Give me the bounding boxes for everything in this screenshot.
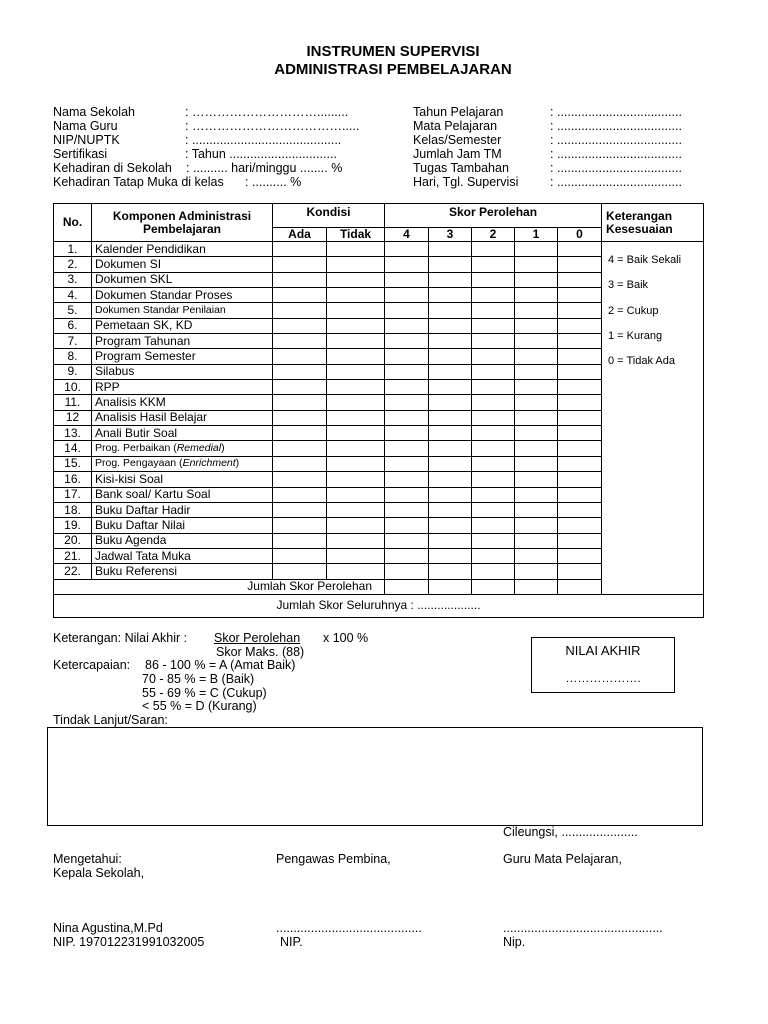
row-number: 3. <box>54 272 92 287</box>
row-item <box>92 456 273 471</box>
score-1-cell[interactable] <box>515 487 558 502</box>
guru-name: .............................................. <box>503 921 663 935</box>
score-2-cell[interactable] <box>472 441 515 456</box>
score-4-cell[interactable] <box>385 441 429 456</box>
score-3-cell[interactable] <box>429 380 472 395</box>
score-2-cell[interactable] <box>472 487 515 502</box>
header-no: No. <box>54 204 92 242</box>
row-item: Buku Referensi <box>92 564 273 579</box>
grade-d: < 55 % = D (Kurang) <box>142 699 257 713</box>
ada-cell[interactable] <box>273 533 327 548</box>
row-item: Program Semester <box>92 349 273 364</box>
table-row <box>54 242 704 257</box>
row-item: Buku Daftar Hadir <box>92 502 273 517</box>
ada-cell[interactable] <box>273 242 327 257</box>
score-2-cell[interactable] <box>472 334 515 349</box>
tidak-cell[interactable] <box>327 364 385 379</box>
row-item-italic: Remedial <box>176 442 222 455</box>
score-0-cell[interactable] <box>558 395 602 410</box>
skor-maks-denominator: Skor Maks. (88) <box>216 645 305 659</box>
score-3-cell[interactable] <box>429 395 472 410</box>
row-item: RPP <box>92 380 273 395</box>
tidak-cell[interactable] <box>327 257 385 272</box>
sertifikasi-value: : Tahun ............................... <box>185 147 337 161</box>
score-4-cell[interactable] <box>385 334 429 349</box>
score-1-cell[interactable] <box>515 564 558 579</box>
hari-tgl-value: : .................................... <box>550 175 682 189</box>
score-3-cell[interactable] <box>429 257 472 272</box>
row-number: 6. <box>54 318 92 333</box>
score-2-cell[interactable] <box>472 564 515 579</box>
tidak-cell[interactable] <box>327 272 385 287</box>
mata-pelajaran-value: : .................................... <box>550 119 682 133</box>
score-4-cell[interactable] <box>385 303 429 318</box>
score-1-cell[interactable] <box>515 334 558 349</box>
ada-cell[interactable] <box>273 303 327 318</box>
score-1-cell[interactable] <box>515 242 558 257</box>
ada-cell[interactable] <box>273 426 327 441</box>
row-item-text: Prog. Pengayaan ( <box>95 457 183 470</box>
score-1-cell[interactable] <box>515 318 558 333</box>
score-0-cell[interactable] <box>558 272 602 287</box>
score-2-cell[interactable] <box>472 242 515 257</box>
ada-cell[interactable] <box>273 456 327 471</box>
ada-cell[interactable] <box>273 564 327 579</box>
score-1-cell[interactable] <box>515 303 558 318</box>
score-0-cell[interactable] <box>558 257 602 272</box>
score-2-cell[interactable] <box>472 502 515 517</box>
nama-guru-label: Nama Guru <box>53 119 118 133</box>
keterangan-label: Keterangan: Nilai Akhir : <box>53 631 188 645</box>
row-item: Dokumen Standar Penilaian <box>92 303 273 318</box>
row-item: Analisis Hasil Belajar <box>92 410 273 425</box>
pengawas-name: .......................................... <box>276 921 422 935</box>
supervision-table <box>53 203 704 618</box>
row-number: 20. <box>54 533 92 548</box>
row-number: 21. <box>54 548 92 563</box>
legend-4: 4 = Baik Sekali <box>608 254 682 266</box>
guru-nip: Nip. <box>503 935 526 949</box>
score-4-cell[interactable] <box>385 349 429 364</box>
tidak-cell[interactable] <box>327 426 385 441</box>
row-number: 16. <box>54 472 92 487</box>
tidak-cell[interactable] <box>327 242 385 257</box>
score-2-cell[interactable] <box>472 318 515 333</box>
score-4-cell[interactable] <box>385 257 429 272</box>
subheader-score-4: 4 <box>385 228 429 242</box>
subheader-ada: Ada <box>273 228 327 242</box>
score-4-cell[interactable] <box>385 410 429 425</box>
ada-cell[interactable] <box>273 518 327 533</box>
row-item-tail: ) <box>221 442 225 455</box>
score-3-cell[interactable] <box>429 426 472 441</box>
keterangan-column <box>602 242 704 595</box>
title-line-1: INSTRUMEN SUPERVISI <box>306 43 480 60</box>
score-3-cell[interactable] <box>429 472 472 487</box>
nip-label: NIP/NUPTK <box>53 133 120 147</box>
score-0-cell[interactable] <box>558 426 602 441</box>
row-number: 7. <box>54 334 92 349</box>
score-2-cell[interactable] <box>472 472 515 487</box>
row-number: 11. <box>54 395 92 410</box>
score-4-cell[interactable] <box>385 533 429 548</box>
legend-0: 0 = Tidak Ada <box>608 355 675 367</box>
nama-sekolah-value: : …………………………......... <box>185 105 349 119</box>
row-item: Jadwal Tata Muka <box>92 548 273 563</box>
guru-label: Guru Mata Pelajaran, <box>503 852 622 866</box>
nama-sekolah-label: Nama Sekolah <box>53 105 135 119</box>
score-4-cell[interactable] <box>385 242 429 257</box>
row-item: Kalender Pendidikan <box>92 242 273 257</box>
row-item: Buku Daftar Nilai <box>92 518 273 533</box>
score-4-cell[interactable] <box>385 502 429 517</box>
score-0-cell[interactable] <box>558 548 602 563</box>
score-4-cell[interactable] <box>385 364 429 379</box>
row-item: Program Tahunan <box>92 334 273 349</box>
row-number: 12 <box>54 410 92 425</box>
kehadiran-tatap-muka-label: Kehadiran Tatap Muka di kelas <box>53 175 224 189</box>
kelas-semester-label: Kelas/Semester <box>413 133 502 147</box>
legend-1: 1 = Kurang <box>608 330 663 342</box>
row-number: 2. <box>54 257 92 272</box>
tidak-cell[interactable] <box>327 502 385 517</box>
grade-a: 86 - 100 % = A (Amat Baik) <box>145 658 296 672</box>
score-4-cell[interactable] <box>385 472 429 487</box>
score-1-cell[interactable] <box>515 441 558 456</box>
score-1-cell[interactable] <box>515 456 558 471</box>
score-0-cell[interactable] <box>558 456 602 471</box>
mata-pelajaran-label: Mata Pelajaran <box>413 119 498 133</box>
score-4-cell[interactable] <box>385 456 429 471</box>
score-0-cell[interactable] <box>558 364 602 379</box>
row-number: 4. <box>54 288 92 303</box>
jumlah-score-cell[interactable] <box>472 579 515 594</box>
score-1-cell[interactable] <box>515 426 558 441</box>
tidak-cell[interactable] <box>327 487 385 502</box>
row-item-text: Prog. Perbaikan ( <box>95 442 177 455</box>
score-3-cell[interactable] <box>429 288 472 303</box>
score-2-cell[interactable] <box>472 257 515 272</box>
score-0-cell[interactable] <box>558 487 602 502</box>
score-0-cell[interactable] <box>558 288 602 303</box>
tidak-cell[interactable] <box>327 349 385 364</box>
row-number: 13. <box>54 426 92 441</box>
header-kondisi: Kondisi <box>273 204 385 228</box>
grade-b: 70 - 85 % = B (Baik) <box>142 672 255 686</box>
row-number: 18. <box>54 502 92 517</box>
subheader-score-2: 2 <box>472 228 515 242</box>
score-2-cell[interactable] <box>472 380 515 395</box>
kepala-sekolah-label: Kepala Sekolah, <box>53 866 145 880</box>
kehadiran-sekolah-label: Kehadiran di Sekolah <box>53 161 172 175</box>
score-3-cell[interactable] <box>429 334 472 349</box>
ada-cell[interactable] <box>273 257 327 272</box>
tidak-cell[interactable] <box>327 318 385 333</box>
score-3-cell[interactable] <box>429 303 472 318</box>
jumlah-jam-value: : .................................... <box>550 147 682 161</box>
tidak-cell[interactable] <box>327 288 385 303</box>
score-4-cell[interactable] <box>385 318 429 333</box>
score-1-cell[interactable] <box>515 472 558 487</box>
ada-cell[interactable] <box>273 364 327 379</box>
row-number: 1. <box>54 242 92 257</box>
score-4-cell[interactable] <box>385 395 429 410</box>
score-3-cell[interactable] <box>429 487 472 502</box>
score-1-cell[interactable] <box>515 533 558 548</box>
jumlah-score-cell[interactable] <box>429 579 472 594</box>
ada-cell[interactable] <box>273 334 327 349</box>
ada-cell[interactable] <box>273 380 327 395</box>
score-0-cell[interactable] <box>558 318 602 333</box>
sertifikasi-label: Sertifikasi <box>53 147 108 161</box>
skor-perolehan-numerator: Skor Perolehan <box>214 631 301 645</box>
score-0-cell[interactable] <box>558 349 602 364</box>
score-1-cell[interactable] <box>515 395 558 410</box>
nilai-akhir-box <box>531 637 675 693</box>
score-4-cell[interactable] <box>385 426 429 441</box>
row-item: Analisis KKM <box>92 395 273 410</box>
score-1-cell[interactable] <box>515 518 558 533</box>
tidak-cell[interactable] <box>327 334 385 349</box>
legend-2: 2 = Cukup <box>608 305 659 317</box>
legend-3: 3 = Baik <box>608 279 649 291</box>
tidak-cell[interactable] <box>327 548 385 563</box>
grade-c: 55 - 69 % = C (Cukup) <box>142 686 267 700</box>
ketercapaian-label: Ketercapaian: <box>53 658 131 672</box>
row-number: 5. <box>54 303 92 318</box>
pengawas-label: Pengawas Pembina, <box>276 852 391 866</box>
row-item <box>92 441 273 456</box>
kelas-semester-value: : .................................... <box>550 133 682 147</box>
score-1-cell[interactable] <box>515 272 558 287</box>
score-1-cell[interactable] <box>515 288 558 303</box>
subheader-score-1: 1 <box>515 228 558 242</box>
row-number: 15. <box>54 456 92 471</box>
score-0-cell[interactable] <box>558 441 602 456</box>
nilai-akhir-value: ………………. <box>565 671 641 685</box>
row-item: Dokumen SI <box>92 257 273 272</box>
times-100: x 100 % <box>323 631 369 645</box>
ada-cell[interactable] <box>273 349 327 364</box>
tindak-lanjut-box[interactable] <box>47 727 703 826</box>
score-0-cell[interactable] <box>558 518 602 533</box>
tidak-cell[interactable] <box>327 533 385 548</box>
score-3-cell[interactable] <box>429 364 472 379</box>
tidak-cell[interactable] <box>327 564 385 579</box>
score-0-cell[interactable] <box>558 242 602 257</box>
nip-value: : ........................................... <box>185 133 342 147</box>
score-3-cell[interactable] <box>429 318 472 333</box>
place-date: Cileungsi, ...................... <box>503 825 638 839</box>
row-number: 9. <box>54 364 92 379</box>
ada-cell[interactable] <box>273 288 327 303</box>
score-3-cell[interactable] <box>429 242 472 257</box>
ada-cell[interactable] <box>273 472 327 487</box>
header-komponen: Komponen Administrasi Pembelajaran <box>92 204 273 242</box>
jumlah-seluruh-row <box>54 594 704 617</box>
row-number: 14. <box>54 441 92 456</box>
tidak-cell[interactable] <box>327 518 385 533</box>
score-1-cell[interactable] <box>515 364 558 379</box>
score-1-cell[interactable] <box>515 257 558 272</box>
score-2-cell[interactable] <box>472 272 515 287</box>
score-2-cell[interactable] <box>472 518 515 533</box>
score-2-cell[interactable] <box>472 349 515 364</box>
ada-cell[interactable] <box>273 410 327 425</box>
jumlah-score-cell[interactable] <box>385 579 429 594</box>
score-0-cell[interactable] <box>558 334 602 349</box>
ada-cell[interactable] <box>273 548 327 563</box>
tidak-cell[interactable] <box>327 303 385 318</box>
jumlah-skor-label: Jumlah Skor Perolehan <box>54 579 385 594</box>
score-3-cell[interactable] <box>429 410 472 425</box>
row-item: Kisi-kisi Soal <box>92 472 273 487</box>
score-2-cell[interactable] <box>472 548 515 563</box>
kepala-name: Nina Agustina,M.Pd <box>53 921 163 935</box>
score-0-cell[interactable] <box>558 410 602 425</box>
score-0-cell[interactable] <box>558 533 602 548</box>
score-1-cell[interactable] <box>515 548 558 563</box>
kepala-nip: NIP. 197012231991032005 <box>53 935 205 949</box>
score-3-cell[interactable] <box>429 441 472 456</box>
score-3-cell[interactable] <box>429 349 472 364</box>
score-2-cell[interactable] <box>472 426 515 441</box>
score-3-cell[interactable] <box>429 564 472 579</box>
score-1-cell[interactable] <box>515 410 558 425</box>
tidak-cell[interactable] <box>327 395 385 410</box>
score-4-cell[interactable] <box>385 272 429 287</box>
score-4-cell[interactable] <box>385 518 429 533</box>
score-4-cell[interactable] <box>385 380 429 395</box>
row-item: Dokumen Standar Proses <box>92 288 273 303</box>
score-4-cell[interactable] <box>385 487 429 502</box>
header-keterangan: Keterangan Kesesuaian <box>602 204 704 242</box>
tidak-cell[interactable] <box>327 380 385 395</box>
ada-cell[interactable] <box>273 395 327 410</box>
score-0-cell[interactable] <box>558 303 602 318</box>
score-3-cell[interactable] <box>429 518 472 533</box>
row-item: Silabus <box>92 364 273 379</box>
score-3-cell[interactable] <box>429 533 472 548</box>
score-2-cell[interactable] <box>472 288 515 303</box>
score-0-cell[interactable] <box>558 502 602 517</box>
kehadiran-sekolah-value: : .......... hari/minggu ........ % <box>186 161 343 175</box>
jumlah-score-cell[interactable] <box>515 579 558 594</box>
jumlah-seluruh-label: Jumlah Skor Seluruhnya : ................... <box>54 594 704 617</box>
ada-cell[interactable] <box>273 441 327 456</box>
score-4-cell[interactable] <box>385 564 429 579</box>
row-number: 19. <box>54 518 92 533</box>
score-3-cell[interactable] <box>429 548 472 563</box>
score-2-cell[interactable] <box>472 303 515 318</box>
ada-cell[interactable] <box>273 318 327 333</box>
jumlah-score-cell[interactable] <box>558 579 602 594</box>
row-number: 10. <box>54 380 92 395</box>
score-3-cell[interactable] <box>429 456 472 471</box>
tidak-cell[interactable] <box>327 472 385 487</box>
score-4-cell[interactable] <box>385 288 429 303</box>
title-line-2: ADMINISTRASI PEMBELAJARAN <box>274 61 512 78</box>
row-item: Buku Agenda <box>92 533 273 548</box>
score-2-cell[interactable] <box>472 533 515 548</box>
score-2-cell[interactable] <box>472 364 515 379</box>
score-1-cell[interactable] <box>515 349 558 364</box>
score-3-cell[interactable] <box>429 272 472 287</box>
tidak-cell[interactable] <box>327 456 385 471</box>
score-2-cell[interactable] <box>472 395 515 410</box>
row-number: 22. <box>54 564 92 579</box>
tidak-cell[interactable] <box>327 441 385 456</box>
tidak-cell[interactable] <box>327 410 385 425</box>
score-4-cell[interactable] <box>385 548 429 563</box>
pengawas-nip: NIP. <box>280 935 303 949</box>
score-3-cell[interactable] <box>429 502 472 517</box>
row-item: Bank soal/ Kartu Soal <box>92 487 273 502</box>
tahun-pelajaran-label: Tahun Pelajaran <box>413 105 504 119</box>
tugas-tambahan-label: Tugas Tambahan <box>413 161 509 175</box>
score-1-cell[interactable] <box>515 380 558 395</box>
subheader-tidak: Tidak <box>327 228 385 242</box>
header-skor: Skor Perolehan <box>385 204 602 228</box>
tindak-lanjut-label: Tindak Lanjut/Saran: <box>53 713 168 727</box>
nilai-akhir-label: NILAI AKHIR <box>565 643 641 658</box>
tahun-pelajaran-value: : .................................... <box>550 105 682 119</box>
subheader-score-3: 3 <box>429 228 472 242</box>
row-item: Anali Butir Soal <box>92 426 273 441</box>
score-0-cell[interactable] <box>558 564 602 579</box>
ada-cell[interactable] <box>273 272 327 287</box>
score-2-cell[interactable] <box>472 456 515 471</box>
nama-guru-value: : ………………………………..... <box>185 119 360 133</box>
ada-cell[interactable] <box>273 487 327 502</box>
hari-tgl-label: Hari, Tgl. Supervisi <box>413 175 519 189</box>
row-item: Pemetaan SK, KD <box>92 318 273 333</box>
row-number: 17. <box>54 487 92 502</box>
row-number: 8. <box>54 349 92 364</box>
score-2-cell[interactable] <box>472 410 515 425</box>
jumlah-jam-label: Jumlah Jam TM <box>413 147 502 161</box>
row-item-italic: Enrichment <box>182 457 236 470</box>
row-item-tail: ) <box>235 457 240 470</box>
score-0-cell[interactable] <box>558 380 602 395</box>
score-1-cell[interactable] <box>515 502 558 517</box>
kehadiran-tatap-muka-value: : .......... % <box>245 175 302 189</box>
row-item: Dokumen SKL <box>92 272 273 287</box>
subheader-score-0: 0 <box>558 228 602 242</box>
tugas-tambahan-value: : .................................... <box>550 161 682 175</box>
mengetahui-label: Mengetahui: <box>53 852 122 866</box>
ada-cell[interactable] <box>273 502 327 517</box>
score-0-cell[interactable] <box>558 472 602 487</box>
